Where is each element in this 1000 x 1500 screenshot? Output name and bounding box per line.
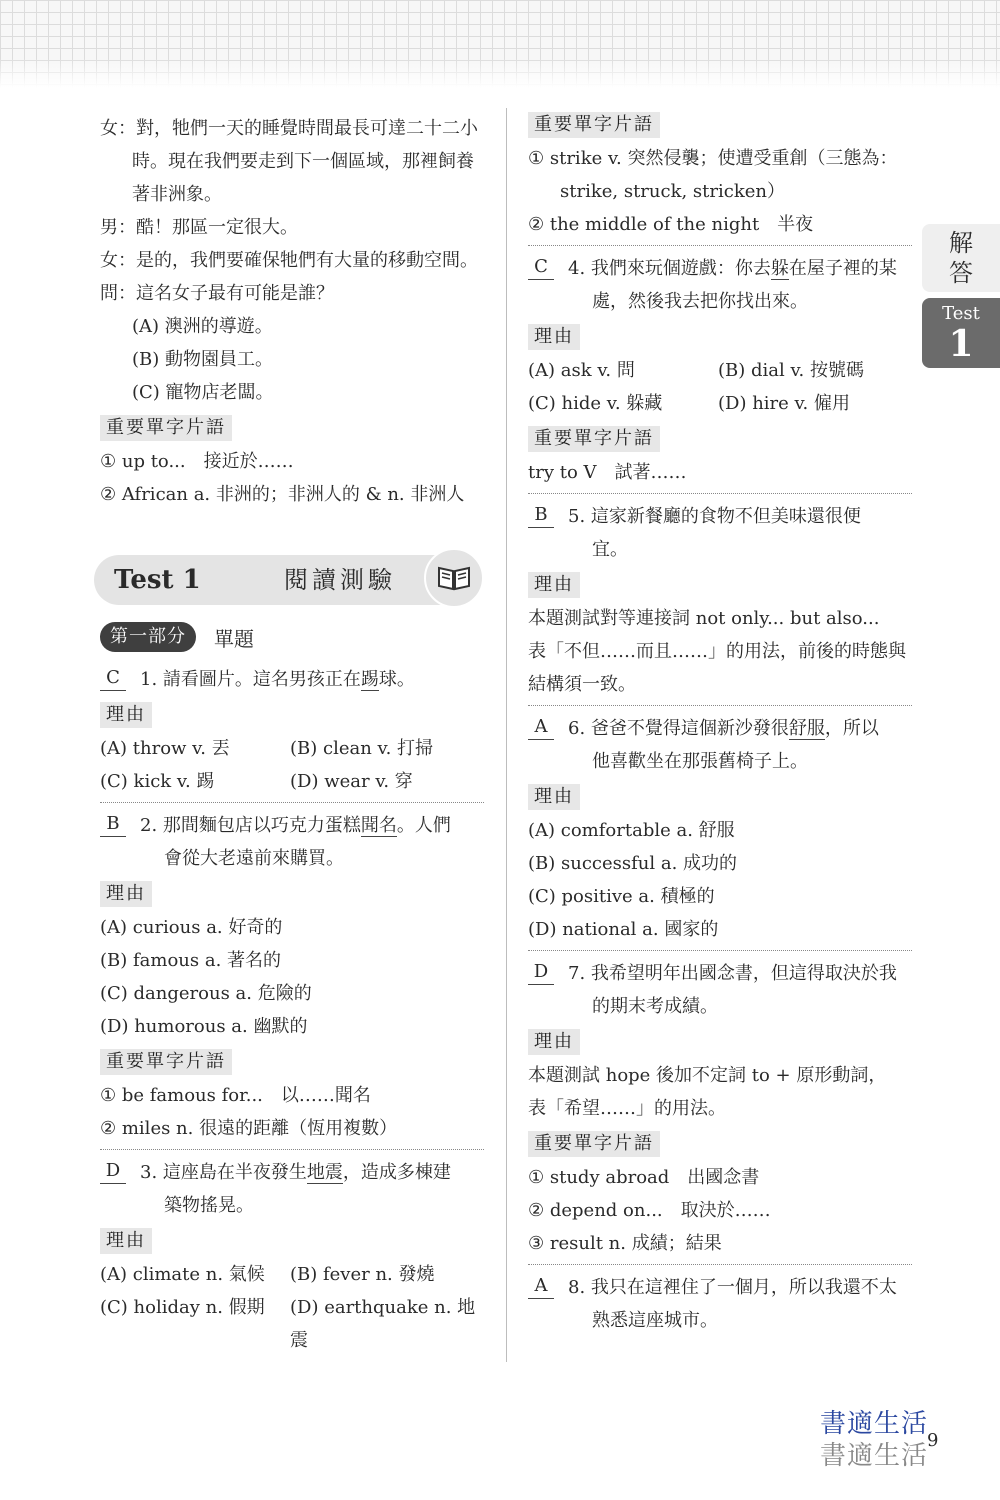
- reason-tag: 理由: [528, 784, 580, 810]
- dialogue-text: 是的，我們要確保牠們有大量的移動空間。: [136, 250, 478, 271]
- question-text: 1. 請看圖片。這名男孩正在踢球。: [140, 669, 415, 690]
- left-column: [100, 112, 484, 1357]
- question-text-cont: 的期末考成績。: [592, 996, 718, 1017]
- banner-section-name: 閱讀測驗: [284, 566, 396, 594]
- divider: [100, 802, 484, 803]
- reason-tag: 理由: [528, 324, 580, 350]
- test-side-tab[interactable]: [922, 298, 1000, 368]
- question-4: [528, 252, 912, 285]
- reason-text: 本題測試對等連接詞 not only... but also...: [528, 608, 880, 629]
- speaker-label: 女：: [100, 118, 136, 139]
- option: (C) holiday n. 假期: [100, 1297, 265, 1318]
- option: (D) national a. 國家的: [528, 919, 719, 940]
- dialogue-line: [100, 112, 484, 145]
- answer-letter: D: [528, 959, 554, 985]
- vocab-tag: 重要單字片語: [528, 426, 660, 452]
- divider: [528, 493, 912, 494]
- vocab-tag: 重要單字片語: [528, 112, 660, 138]
- part-header: [100, 619, 484, 655]
- options-grid: [528, 354, 912, 420]
- part-label: 單題: [214, 626, 254, 651]
- reason-tag: 理由: [100, 702, 152, 728]
- option: (D) earthquake n. 地震: [290, 1297, 476, 1351]
- watermark-text: 書適生活: [820, 1441, 929, 1471]
- question-text-cont: 築物搖晃。: [164, 1195, 254, 1216]
- banner-title: Test 1: [114, 565, 201, 595]
- answer-letter: D: [100, 1158, 126, 1184]
- option: (D) hire v. 僱用: [718, 393, 851, 414]
- vocab-tag: 重要單字片語: [528, 1131, 660, 1157]
- answer-letter: B: [528, 502, 554, 528]
- divider: [528, 245, 912, 246]
- question-text: 2. 那間麵包店以巧克力蛋糕聞名。人們: [140, 815, 451, 836]
- answer-tab-label: 解答: [949, 229, 973, 287]
- dialogue-line: [100, 244, 484, 277]
- question-text-cont: 宜。: [592, 539, 628, 560]
- option: (C) dangerous a. 危險的: [100, 983, 312, 1004]
- reason-text: 結構須一致。: [528, 674, 636, 695]
- page-number: 9: [927, 1430, 939, 1451]
- reason-text: 本題測試 hope 後加不定詞 to + 原形動詞，: [528, 1065, 887, 1086]
- reason-tag: 理由: [100, 1228, 152, 1254]
- vocab-item: ② African a. 非洲的；非洲人的 & n. 非洲人: [100, 484, 465, 505]
- dialogue-text: 酷！那區一定很大。: [136, 217, 298, 238]
- right-column: [528, 112, 912, 1337]
- vocab-item: ③ result n. 成績；結果: [528, 1233, 722, 1254]
- vocab-item: ② miles n. 很遠的距離（恆用複數）: [100, 1118, 398, 1139]
- vocab-tag: 重要單字片語: [100, 415, 232, 441]
- option: (D) humorous a. 幽默的: [100, 1016, 308, 1037]
- speaker-label: 男：: [100, 217, 136, 238]
- vocab-item: ② the middle of the night 半夜: [528, 214, 814, 235]
- answer-letter: C: [100, 665, 126, 691]
- option: (C) hide v. 躲藏: [528, 393, 663, 414]
- divider: [100, 1149, 484, 1150]
- choice-b: (B) 動物園員工。: [132, 349, 273, 370]
- option: (B) famous a. 著名的: [100, 950, 282, 971]
- option: (A) curious a. 好奇的: [100, 917, 283, 938]
- answer-letter: B: [100, 811, 126, 837]
- answer-letter: A: [528, 1273, 554, 1299]
- option: (A) ask v. 問: [528, 360, 635, 381]
- question-text: 8. 我只在這裡住了一個月，所以我還不太: [568, 1277, 897, 1298]
- option: (B) fever n. 發燒: [290, 1264, 435, 1285]
- option: (B) successful a. 成功的: [528, 853, 738, 874]
- option: (B) dial v. 按號碼: [718, 360, 864, 381]
- question-text: 這名女子最有可能是誰？: [136, 283, 334, 304]
- column-divider: [506, 108, 507, 1362]
- question-6: [528, 712, 912, 745]
- question-text: 7. 我希望明年出國念書，但這得取決於我: [568, 963, 897, 984]
- question-2: [100, 809, 484, 842]
- vocab-item: ① study abroad 出國念書: [528, 1167, 760, 1188]
- reason-tag: 理由: [528, 572, 580, 598]
- question-text: 3. 這座島在半夜發生地震，造成多棟建: [140, 1162, 451, 1183]
- part-pill: 第一部分: [100, 622, 196, 652]
- question-text-cont: 熟悉這座城市。: [592, 1310, 718, 1331]
- answer-letter: C: [528, 254, 554, 280]
- open-book-icon: [424, 548, 484, 608]
- option: (A) comfortable a. 舒服: [528, 820, 735, 841]
- vocab-item: try to V 試著……: [528, 462, 687, 483]
- option: (A) climate n. 氣候: [100, 1264, 265, 1285]
- watermark-text: 書適生活: [820, 1409, 929, 1439]
- watermark: [820, 1408, 928, 1472]
- answer-side-tab[interactable]: [922, 224, 1000, 292]
- dialogue-text: 著非洲象。: [132, 184, 222, 205]
- option: (A) throw v. 丟: [100, 738, 230, 759]
- option: (B) clean v. 打掃: [290, 738, 434, 759]
- question-text: 6. 爸爸不覺得這個新沙發很舒服，所以: [568, 718, 879, 739]
- dialogue-text: 對，牠們一天的睡覺時間最長可達二十二小: [136, 118, 478, 139]
- question-3: [100, 1156, 484, 1189]
- question-text-cont: 處，然後我去把你找出來。: [592, 291, 808, 312]
- choice-c: (C) 寵物店老闆。: [132, 382, 274, 403]
- vocab-tag: 重要單字片語: [100, 1049, 232, 1075]
- question-8: [528, 1271, 912, 1304]
- choice-a: (A) 澳洲的導遊。: [132, 316, 273, 337]
- vocab-item: strike, struck, stricken）: [560, 181, 785, 202]
- vocab-item: ① up to... 接近於……: [100, 451, 294, 472]
- reason-text: 表「希望……」的用法。: [528, 1098, 726, 1119]
- divider: [528, 950, 912, 951]
- option: (C) positive a. 積極的: [528, 886, 715, 907]
- question-text-cont: 會從大老遠前來購買。: [164, 848, 344, 869]
- question-5: [528, 500, 912, 533]
- vocab-item: ① be famous for... 以……聞名: [100, 1085, 371, 1106]
- options-grid: [100, 1258, 484, 1357]
- dialogue-line: [100, 277, 484, 310]
- question-text-cont: 他喜歡坐在那張舊椅子上。: [592, 751, 808, 772]
- test-banner: [94, 555, 482, 605]
- top-grid-pattern: [0, 0, 1000, 88]
- vocab-item: ② depend on... 取決於……: [528, 1200, 771, 1221]
- dialogue-line: [100, 211, 484, 244]
- test-tab-number: 1: [948, 323, 974, 365]
- reason-tag: 理由: [100, 881, 152, 907]
- speaker-label: 問：: [100, 283, 136, 304]
- answer-letter: A: [528, 714, 554, 740]
- option: (D) wear v. 穿: [290, 771, 413, 792]
- divider: [528, 1264, 912, 1265]
- question-text: 4. 我們來玩個遊戲：你去躲在屋子裡的某: [568, 258, 897, 279]
- question-text: 5. 這家新餐廳的食物不但美味還很便: [568, 506, 861, 527]
- question-1: [100, 663, 484, 696]
- test-tab-label: Test: [942, 303, 980, 324]
- reason-text: 表「不但……而且……」的用法，前後的時態與: [528, 641, 906, 662]
- option: (C) kick v. 踢: [100, 771, 215, 792]
- divider: [528, 705, 912, 706]
- options-grid: [100, 732, 484, 798]
- vocab-item: ① strike v. 突然侵襲；使遭受重創（三態為：: [528, 148, 898, 169]
- question-7: [528, 957, 912, 990]
- speaker-label: 女：: [100, 250, 136, 271]
- reason-tag: 理由: [528, 1029, 580, 1055]
- dialogue-text: 時。現在我們要走到下一個區域，那裡飼養: [132, 151, 474, 172]
